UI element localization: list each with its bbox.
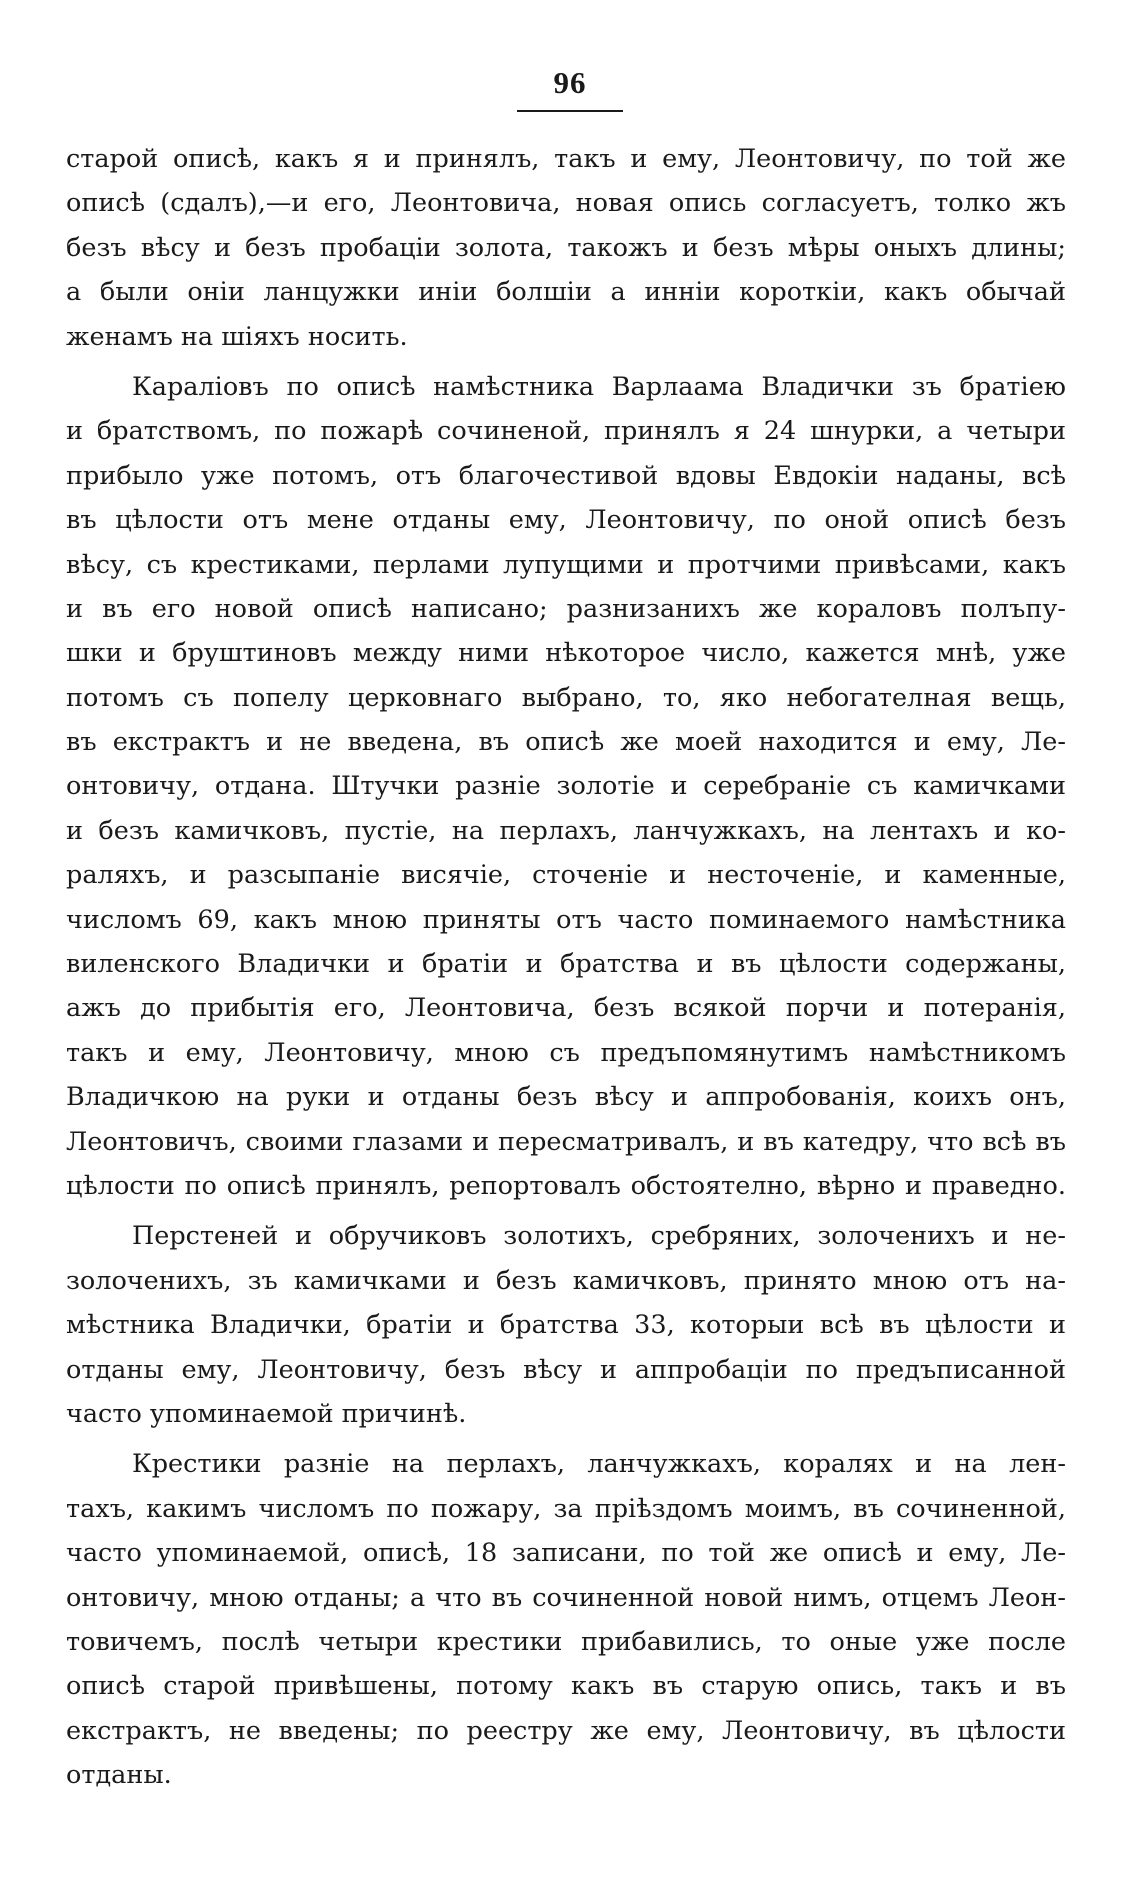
- text-line: и въ его новой описѣ написано; разнизанихъ же кораловъ полъпу-: [66, 593, 1066, 624]
- text-line: Караліовъ по описѣ намѣстника Варлаама Владички зъ братіею: [132, 371, 1066, 402]
- page-number-rule: [517, 110, 623, 112]
- text-line: Перстеней и обручиковъ золотихъ, сребряних, золоченихъ и не-: [132, 1221, 1066, 1252]
- text-line: золоченихъ, зъ камичками и безъ камичковъ, принято мною отъ на-: [66, 1265, 1066, 1296]
- text-line: безъ вѣсу и безъ пробаціи золота, такожъ и безъ мѣры оныхъ длины;: [66, 232, 1066, 263]
- text-line: онтовичу, мною отданы; а что въ сочиненной новой нимъ, отцемъ Леон-: [66, 1582, 1066, 1613]
- text-line: числомъ 69, какъ мною приняты отъ часто поминаемого намѣстника: [66, 904, 1066, 935]
- text-line: тахъ, какимъ числомъ по пожару, за пріѣздомъ моимъ, въ сочиненной,: [66, 1493, 1066, 1524]
- text-line: виленского Владички и братіи и братства и въ цѣлости содержаны,: [66, 949, 1066, 980]
- text-line: товичемъ, послѣ четыри крестики прибавились, то оные уже после: [66, 1626, 1066, 1657]
- page-number: 96: [553, 65, 587, 100]
- text-line: описѣ старой привѣшены, потому какъ въ старую опись, такъ и въ: [66, 1671, 1066, 1702]
- text-line: а были оніи ланцужки иніи болшіи а инніи короткіи, какъ обычай: [66, 277, 1066, 308]
- text-line: часто упоминаемой причинѣ.: [66, 1398, 467, 1429]
- text-line: вѣсу, съ крестиками, перлами лупущими и протчими привѣсами, какъ: [66, 549, 1066, 580]
- text-line: онтовичу, отдана. Штучки разніе золотіе и серебраніе съ камичками: [66, 771, 1066, 802]
- paragraph-2: [66, 365, 1066, 1208]
- text-line: отданы.: [66, 1760, 172, 1791]
- text-line: и братствомъ, по пожарѣ сочиненой, принялъ я 24 шнурки, а четыри: [66, 416, 1066, 447]
- text-line: Владичкою на руки и отданы безъ вѣсу и аппробованія, коихъ онъ,: [66, 1082, 1066, 1113]
- text-line: въ екстрактъ и не введена, въ описѣ же моей находится и ему, Ле-: [66, 727, 1066, 758]
- paragraph-4: [66, 1442, 1066, 1797]
- text-line: Крестики разніе на перлахъ, ланчужкахъ, коралях и на лен-: [132, 1449, 1066, 1480]
- text-line: ажъ до прибытія его, Леонтовича, безъ всякой порчи и потеранія,: [66, 993, 1066, 1024]
- text-line: часто упоминаемой, описѣ, 18 записани, по той же описѣ и ему, Ле-: [66, 1538, 1066, 1569]
- text-line: въ цѣлости отъ мене отданы ему, Леонтовичу, по оной описѣ безъ: [66, 505, 1066, 536]
- text-line: и безъ камичковъ, пустіе, на перлахъ, ланчужкахъ, на лентахъ и ко-: [66, 815, 1066, 846]
- text-line: старой описѣ, какъ я и принялъ, такъ и ему, Леонтовичу, по той же: [66, 144, 1066, 174]
- text-line: потомъ съ попелу церковнаго выбрано, то, яко небогателная вещь,: [66, 682, 1066, 713]
- text-line: описѣ (сдалъ),—и его, Леонтовича, новая опись согласуетъ, толко жъ: [66, 188, 1066, 219]
- text-line: прибыло уже потомъ, отъ благочестивой вдовы Евдокіи наданы, всѣ: [66, 460, 1066, 491]
- text-line: екстрактъ, не введены; по реестру же ему, Леонтовичу, въ цѣлости: [66, 1715, 1066, 1746]
- text-line: женамъ на шіяхъ носить.: [66, 321, 408, 352]
- body-text: [66, 137, 1066, 1797]
- text-line: такъ и ему, Леонтовичу, мною съ предъпомянутимъ намѣстникомъ: [66, 1037, 1066, 1068]
- text-line: отданы ему, Леонтовичу, безъ вѣсу и аппробаціи по предъписанной: [66, 1354, 1066, 1385]
- text-line: шки и бруштиновъ между ними нѣкоторое число, кажется мнѣ, уже: [66, 638, 1066, 669]
- text-line: Леонтовичъ, своими глазами и пересматривалъ, и въ катедру, что всѣ въ: [66, 1126, 1066, 1157]
- paragraph-1: [66, 137, 1066, 359]
- text-line: мѣстника Владички, братіи и братства 33, которыи всѣ въ цѣлости и: [66, 1310, 1066, 1341]
- text-line: раляхъ, и разсыпаніе висячіе, сточеніе и несточеніе, и каменные,: [66, 860, 1066, 891]
- paragraph-3: [66, 1214, 1066, 1436]
- text-line: цѣлости по описѣ принялъ, репортовалъ обстоятелно, вѣрно и праведно.: [66, 1170, 1066, 1201]
